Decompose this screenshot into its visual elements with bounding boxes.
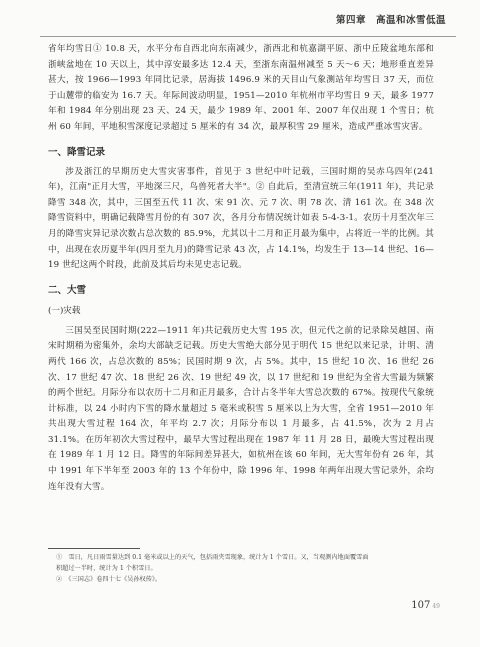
- paragraph-intro: 省年均雪日① 10.8 天，水平分布自西北向东南减少，浙西北和杭嘉湖平原、浙中丘陵盆地东部和浙峡盆地在 10 天以上，其中淳安最多达 12.4 天，至浙东南温州减至 5 天～6 天；地形垂直差异甚大，按 1966—1993 年同比记录，居海拔 1496.9 米的天目山气象测站年均雪日 37 天，而位于山麓带的临安为 16.7 天。年际间波动明显，1951—2010 年杭州市平均雪日 9 天，最多 1977 年和 1984 年分别出现 23 天、24 天，最少 1989 年、2001 年、2007 年仅出现 1 个雪日；杭州 60 年间，平地积雪深度记录超过 5 厘米的有 34 次，最厚积雪 29 厘米，造成严重冰雪灾害。: [48, 44, 434, 132]
- page-number-value: 107: [411, 600, 431, 611]
- chapter-title: 第四章 高温和冰雪低温: [335, 15, 446, 26]
- footnote-2: ② 《三国志》卷四十七《吴孙权传》。: [56, 576, 162, 583]
- paragraph-snowfall-records: 涉及浙江的早期历史大雪灾害事件，首见于 3 世纪中叶记载，三国时期的吴赤乌四年(241 年)，江南"正月大雪，平地深三尺，鸟兽死者大半"。② 自此后，至清宣统三年(1911 年)，共记录降雪 348 次，其中，三国至五代 11 次、宋 91 次、元 7 次、明 78 次、清 161 次。在 348 次降雪资料中，明确记载降雪月份的有 307 次，各月分布情况统计如表 5-4-3-1。农历十月至次年三月的降雪灾异记录次数占总次数的 85.9%，尤其以十二月和正月最为集中，占将近一半的比例。其中，出现在农历夏半年(四月至九月)的降雪记录 43 次，占 14.1%，均发生于 13—14 世纪、16—19 世纪这两个时段，此前及其后均未见史志记载。: [48, 166, 434, 271]
- paragraph-heavy-snow: 三国吴至民国时期(222—1911 年)共记载历史大雪 195 次，但元代之前的记录除吴越国、南宋时期稍为密集外，余均大部缺乏记载。历史大雪绝大部分见于明代 15 世纪以来记录，计明、清两代 166 次，占总次数的 85%；民国时期 9 次，占 5%。其中，15 世纪 10 次、16 世纪 26 次、17 世纪 47 次、18 世纪 26 次、19 世纪 49 次，以 17 世纪和 19 世纪为全省大雪最为频繁的两个世纪。月际分布以农历十二月和正月最多，合计占冬半年大雪总次数的 67%。按现代气象统计标准，以 24 小时内下雪的降水量超过 5 毫米或积雪 5 厘米以上为大雪，全省 1951—2010 年共出现大雪过程 164 次，年平均 2.7 次；月际分布以 1 月最多，占 41.5%，次为 2 月占 31.1%。在历年初次大雪过程中，最早大雪过程出现在 1987 年 11 月 28 日，最晚大雪过程出现在 1989 年 1 月 12 日。降雪的年际间差异甚大，如杭州在该 60 年间，无大雪年份有 26 年，其中 1991 年下半年至 2003 年的 13 个年份中，除 1996 年、1998 年两年出现大雪记录外，余均连年没有大雪。: [48, 325, 434, 492]
- section-heading-snowfall-records: 一、降雪记录: [48, 146, 106, 158]
- section-heading-heavy-snow: 二、大雪: [48, 284, 87, 296]
- header-rule: [40, 36, 456, 37]
- subsection-heading-records: (一)灾载: [48, 305, 81, 316]
- page-mark: 49: [432, 603, 440, 610]
- footnote-1-continued: 积超过一半时，统计为 1 个积雪日。: [56, 565, 157, 572]
- page-number: [411, 600, 440, 611]
- footnote-rule: [48, 548, 140, 549]
- main-text: [48, 42, 434, 495]
- running-header: [0, 0, 480, 36]
- footnote-1: ① 雪日，凡日雨雪量达到 0.1 毫米或以上的天气，包括雨夹雪现象，统计为 1 个雪日。又，当观测内地面覆雪面: [56, 554, 369, 561]
- footnotes: [56, 552, 426, 585]
